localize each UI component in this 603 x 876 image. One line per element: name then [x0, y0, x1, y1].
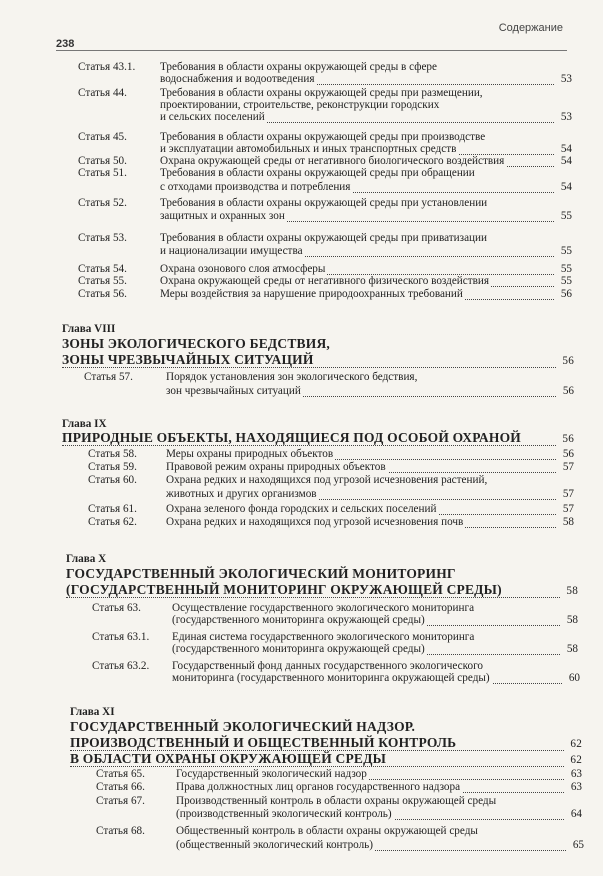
- entry-text: (государственного мониторинга окружающей среды): [172, 614, 560, 627]
- leader-dots: [62, 445, 556, 446]
- article-number: Статья 58.: [88, 448, 137, 460]
- chapter-label: Глава X: [66, 553, 107, 565]
- article-number: Статья 54.: [78, 263, 127, 275]
- toc-entry: [0, 781, 603, 794]
- entry-page-number: 53: [560, 73, 572, 85]
- entry-text: ПРОИЗВОДСТВЕННЫЙ И ОБЩЕСТВЕННЫЙ КОНТРОЛЬ: [70, 735, 564, 752]
- article-number: Статья 55.: [78, 275, 127, 287]
- chapter-title: [0, 336, 603, 353]
- article-number: Статья 65.: [96, 768, 145, 780]
- article-number: Статья 53.: [78, 232, 127, 244]
- entry-text: (ГОСУДАРСТВЕННЫЙ МОНИТОРИНГ ОКРУЖАЮЩЕЙ СРЕДЫ): [66, 582, 560, 599]
- toc-entry: [0, 461, 603, 474]
- article-number: Статья 67.: [96, 795, 145, 807]
- article-number: Статья 63.: [92, 602, 141, 614]
- entry-text: и эксплуатации автомобильных и иных транспортных средств: [160, 143, 554, 156]
- article-number: Статья 62.: [88, 516, 137, 528]
- toc-entry: [0, 516, 603, 529]
- toc-entry: [0, 245, 603, 258]
- entry-text: ЗОНЫ ЧРЕЗВЫЧАЙНЫХ СИТУАЦИЙ: [62, 352, 556, 369]
- toc-entry: [0, 768, 603, 781]
- entry-text: и сельских поселений: [160, 111, 554, 124]
- entry-page-number: 56: [562, 385, 574, 397]
- chapter-title: [0, 352, 603, 369]
- entry-page-number: 55: [560, 263, 572, 275]
- entry-page-number: 64: [570, 808, 582, 820]
- entry-text: проектировании, строительстве, реконструкции городских: [160, 99, 440, 111]
- article-number: Статья 57.: [84, 371, 133, 383]
- toc-entry: [0, 474, 603, 487]
- article-number: Статья 56.: [78, 288, 127, 300]
- article-number: Статья 63.2.: [92, 660, 150, 672]
- toc-entry: [0, 181, 603, 194]
- chapter-title: [0, 582, 603, 599]
- toc-entry: [0, 73, 603, 86]
- entry-text: Осуществление государственного экологического мониторинга: [172, 602, 475, 614]
- toc-entry: [0, 825, 603, 838]
- chapter-title: [0, 735, 603, 752]
- entry-text: мониторинга (государственного мониторинга окружающей среды): [172, 672, 562, 685]
- entry-page-number: 62: [570, 738, 582, 750]
- entry-text: ГОСУДАРСТВЕННЫЙ ЭКОЛОГИЧЕСКИЙ НАДЗОР.: [70, 719, 416, 734]
- article-number: Статья 51.: [78, 167, 127, 179]
- entry-page-number: 54: [560, 181, 572, 193]
- entry-page-number: 65: [572, 839, 584, 851]
- article-number: Статья 44.: [78, 87, 127, 99]
- entry-text: ПРИРОДНЫЕ ОБЪЕКТЫ, НАХОДЯЩИЕСЯ ПОД ОСОБОЙ ОХРАНОЙ: [62, 430, 556, 447]
- article-number: Статья 45.: [78, 131, 127, 143]
- entry-text: животных и других организмов: [166, 488, 556, 501]
- header-rule: [56, 50, 567, 51]
- entry-page-number: 58: [562, 516, 574, 528]
- entry-text: ЗОНЫ ЭКОЛОГИЧЕСКОГО БЕДСТВИЯ,: [62, 336, 330, 351]
- entry-text: Единая система государственного экологического мониторинга: [172, 631, 475, 643]
- toc-entry: [0, 111, 603, 124]
- entry-text: Охрана окружающей среды от негативного физического воздействия: [160, 275, 554, 288]
- entry-text: Меры охраны природных объектов: [166, 448, 556, 461]
- entry-text: Государственный фонд данных государственного экологического: [172, 660, 483, 672]
- entry-page-number: 56: [562, 433, 574, 445]
- article-number: Статья 66.: [96, 781, 145, 793]
- running-header-title: Содержание: [498, 22, 563, 34]
- entry-text: Государственный экологический надзор: [176, 768, 564, 781]
- toc-entry: [0, 488, 603, 501]
- entry-text: Требования в области охраны окружающей среды при производстве: [160, 131, 486, 143]
- article-number: Статья 43.1.: [78, 61, 136, 73]
- entry-text: В ОБЛАСТИ ОХРАНЫ ОКРУЖАЮЩЕЙ СРЕДЫ: [70, 751, 564, 768]
- page-number: 238: [56, 38, 75, 50]
- toc-entry: [0, 210, 603, 223]
- entry-text: Требования в области охраны окружающей среды при размещении,: [160, 87, 483, 99]
- chapter-title: [0, 751, 603, 768]
- toc-entry: [0, 197, 603, 210]
- entry-page-number: 58: [566, 614, 578, 626]
- entry-page-number: 55: [560, 245, 572, 257]
- toc-entry: [0, 503, 603, 516]
- toc-entry: [0, 839, 603, 852]
- leader-dots: [66, 597, 560, 598]
- toc-entry: [0, 385, 603, 398]
- entry-text: (производственный экологический контроль): [176, 808, 564, 821]
- entry-text: зон чрезвычайных ситуаций: [166, 385, 556, 398]
- entry-text: Общественный контроль в области охраны окружающей среды: [176, 825, 478, 837]
- entry-text: Охрана редких и находящихся под угрозой исчезновения растений,: [166, 474, 488, 486]
- leader-dots: [70, 766, 564, 767]
- toc-entry: [0, 288, 603, 301]
- toc-entry: [0, 808, 603, 821]
- entry-page-number: 57: [562, 488, 574, 500]
- entry-text: Производственный контроль в области охраны окружающей среды: [176, 795, 497, 807]
- article-number: Статья 50.: [78, 155, 127, 167]
- entry-text: с отходами производства и потребления: [160, 181, 554, 194]
- toc-entry: [0, 275, 603, 288]
- chapter-label: Глава VIII: [62, 323, 116, 335]
- entry-text: Правовой режим охраны природных объектов: [166, 461, 556, 474]
- chapter-title: [0, 566, 603, 583]
- entry-page-number: 62: [570, 754, 582, 766]
- article-number: Статья 59.: [88, 461, 137, 473]
- entry-text: Охрана озонового слоя атмосферы: [160, 263, 554, 276]
- entry-text: ГОСУДАРСТВЕННЫЙ ЭКОЛОГИЧЕСКИЙ МОНИТОРИНГ: [66, 566, 456, 581]
- entry-page-number: 54: [560, 155, 572, 167]
- entry-page-number: 56: [562, 448, 574, 460]
- entry-text: (государственного мониторинга окружающей среды): [172, 643, 560, 656]
- entry-text: (общественный экологический контроль): [176, 839, 566, 852]
- entry-page-number: 55: [560, 210, 572, 222]
- entry-page-number: 56: [560, 288, 572, 300]
- entry-text: водоснабжения и водоотведения: [160, 73, 554, 86]
- entry-page-number: 60: [568, 672, 580, 684]
- entry-page-number: 54: [560, 143, 572, 155]
- chapter-title: [0, 430, 603, 447]
- entry-text: Требования в области охраны окружающей среды при установлении: [160, 197, 488, 209]
- entry-text: Охрана зеленого фонда городских и сельских поселений: [166, 503, 556, 516]
- entry-text: Требования в области охраны окружающей среды при приватизации: [160, 232, 487, 244]
- entry-page-number: 58: [566, 643, 578, 655]
- entry-text: Охрана редких и находящихся под угрозой исчезновения почв: [166, 516, 556, 529]
- entry-page-number: 56: [562, 355, 574, 367]
- toc-entry: [0, 672, 603, 685]
- toc-entry: [0, 795, 603, 808]
- entry-text: Требования в области охраны окружающей среды при обращении: [160, 167, 475, 179]
- article-number: Статья 61.: [88, 503, 137, 515]
- article-number: Статья 52.: [78, 197, 127, 209]
- toc-entry: [0, 167, 603, 180]
- toc-entry: [0, 232, 603, 245]
- entry-page-number: 53: [560, 111, 572, 123]
- chapter-label: Глава IX: [62, 418, 107, 430]
- entry-page-number: 63: [570, 781, 582, 793]
- entry-text: Требования в области охраны окружающей среды в сфере: [160, 61, 437, 73]
- article-number: Статья 63.1.: [92, 631, 150, 643]
- entry-text: Права должностных лиц органов государственного надзора: [176, 781, 564, 794]
- entry-page-number: 57: [562, 461, 574, 473]
- article-number: Статья 60.: [88, 474, 137, 486]
- toc-entry: [0, 371, 603, 384]
- entry-page-number: 63: [570, 768, 582, 780]
- entry-text: защитных и охранных зон: [160, 210, 554, 223]
- toc-entry: [0, 614, 603, 627]
- toc-entry: [0, 643, 603, 656]
- article-number: Статья 68.: [96, 825, 145, 837]
- chapter-label: Глава XI: [70, 706, 115, 718]
- leader-dots: [62, 367, 556, 368]
- entry-page-number: 58: [566, 585, 578, 597]
- entry-text: и национализации имущества: [160, 245, 554, 258]
- entry-text: Меры воздействия за нарушение природоохранных требований: [160, 288, 554, 301]
- entry-page-number: 57: [562, 503, 574, 515]
- toc-entry: [0, 448, 603, 461]
- entry-text: Охрана окружающей среды от негативного биологического воздействия: [160, 155, 554, 168]
- entry-page-number: 55: [560, 275, 572, 287]
- entry-text: Порядок установления зон экологического бедствия,: [166, 371, 418, 383]
- chapter-title: [0, 719, 603, 736]
